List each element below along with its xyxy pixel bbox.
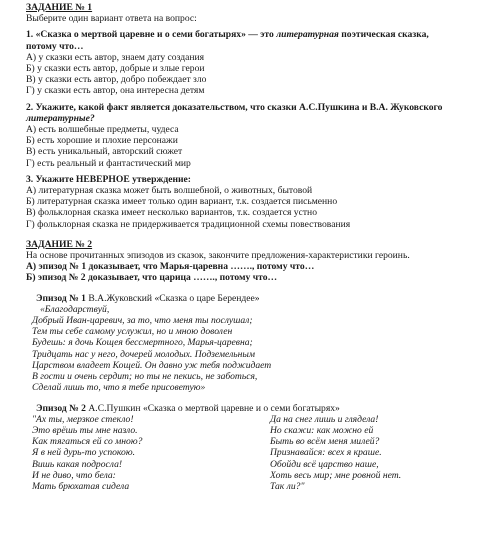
question-1-option-a[interactable]: А) у сказки есть автор, знаем дату создания — [26, 51, 205, 63]
poem-line: Это врёшь ты мне назло. — [32, 424, 138, 436]
poem-line: Сделай лишь то, что я тебе присоветую» — [32, 382, 206, 394]
question-3-option-c[interactable]: В) фольклорная сказка имеет несколько вариантов, т.к. создается устно — [26, 207, 317, 219]
question-1-option-b[interactable]: Б) у сказки есть автор, добрые и злые герои — [26, 63, 205, 75]
poem-line: "Ах ты, мерзкое стекло! — [32, 413, 134, 425]
task2-title: ЗАДАНИЕ № 2 — [26, 238, 93, 250]
poem-line: Мать брюхатая сидела — [32, 480, 130, 492]
question-2-option-b[interactable]: Б) есть хорошие и плохие персонажи — [26, 135, 178, 147]
question-1-heading: 1. «Сказка о мертвой царевне и о семи богатырях» — это литературная поэтическая сказка, — [26, 29, 429, 41]
question-2-heading: 2. Укажите, какой факт является доказательством, что сказки А.С.Пушкина и В.А. Жуковского — [26, 101, 443, 113]
poem-line: Хоть весь мир; мне ровной нет. — [270, 469, 402, 481]
poem-line: Так ли?" — [270, 480, 305, 492]
poem-line: Тем ты себе самому услужил, но и мною доволен — [32, 326, 233, 338]
episode-2-heading: Эпизод № 2 А.С.Пушкин «Сказка о мертвой царевне и о семи богатырях» — [36, 402, 340, 414]
poem-line: Вишь какая подросла! — [32, 458, 123, 470]
poem-line: «Благодарствуй, — [40, 303, 110, 315]
episode-2-poem — [26, 414, 492, 492]
question-2-option-a[interactable]: А) есть волшебные предметы, чудеса — [26, 124, 179, 136]
poem-line: В гости и очень сердит; но ты не пекись, не заботься, — [32, 371, 258, 383]
question-1-option-c[interactable]: В) у сказки есть автор, добро побеждает зло — [26, 74, 207, 86]
episode-2-left-column — [26, 414, 264, 492]
question-1-heading-cont: потому что… — [26, 40, 84, 52]
episode-1-heading: Эпизод № 1 В.А.Жуковский «Сказка о царе Берендее» — [36, 292, 260, 304]
task1-instruction: Выберите один вариант ответа на вопрос: — [26, 13, 197, 25]
question-3-option-b[interactable]: Б) литературная сказка имеет только один вариант, т.к. создается письменно — [26, 196, 338, 208]
poem-line: Признавайся: всех я краше. — [270, 447, 382, 459]
poem-line: Я в ней дурь-то успокою. — [32, 447, 136, 459]
question-3-option-d[interactable]: Г) фольклорная сказка не придерживается традиционной схемы повествования — [26, 218, 351, 230]
poem-line: И не диво, что бела: — [32, 469, 116, 481]
poem-line: Обойди всё царство наше, — [270, 458, 379, 470]
poem-line: Царством владеет Кощей. Он давно уж тебя поджидает — [32, 359, 272, 371]
task2-sentence-b: Б) эпизод № 2 доказывает, что царица ……., потому что… — [26, 272, 278, 284]
poem-line: Как тягаться ей со мною? — [32, 436, 143, 448]
poem-line: Будешь: я дочь Кощея бессмертного, Марья-царевна; — [32, 337, 253, 349]
poem-line: Да на снег лишь и глядела! — [270, 413, 379, 425]
task1-title: ЗАДАНИЕ № 1 — [26, 2, 93, 13]
task2-sentence-a: А) эпизод № 1 доказывает, что Марья-царевна ……., потому что… — [26, 261, 315, 273]
episode-2-right-column — [264, 414, 401, 492]
task2-instruction: На основе прочитанных эпизодов из сказок, закончите предложения-характеристики героинь. — [26, 250, 410, 262]
question-3-heading: 3. Укажите НЕВЕРНОЕ утверждение: — [26, 173, 191, 185]
poem-line: Быть во всём меня милей? — [270, 436, 380, 448]
question-2-heading-cont: литературные? — [26, 112, 95, 124]
question-3-option-a[interactable]: А) литературная сказка может быть волшебной, о животных, бытовой — [26, 185, 313, 197]
question-2-option-d[interactable]: Г) есть реальный и фантастический мир — [26, 157, 191, 169]
question-1-option-d[interactable]: Г) у сказки есть автор, она интересна детям — [26, 85, 205, 97]
poem-line: Но скажи: как можно ей — [270, 424, 374, 436]
question-1 — [26, 29, 492, 96]
question-2-option-c[interactable]: В) есть уникальный, авторский сюжет — [26, 146, 183, 158]
poem-line: Тридцать нас у него, дочерей молодых. Подземельным — [32, 348, 255, 360]
episode-1-poem — [26, 304, 492, 394]
poem-line: Добрый Иван-царевич, за то, что меня ты послушал; — [32, 315, 253, 327]
question-3 — [26, 174, 492, 230]
question-2 — [26, 102, 492, 169]
